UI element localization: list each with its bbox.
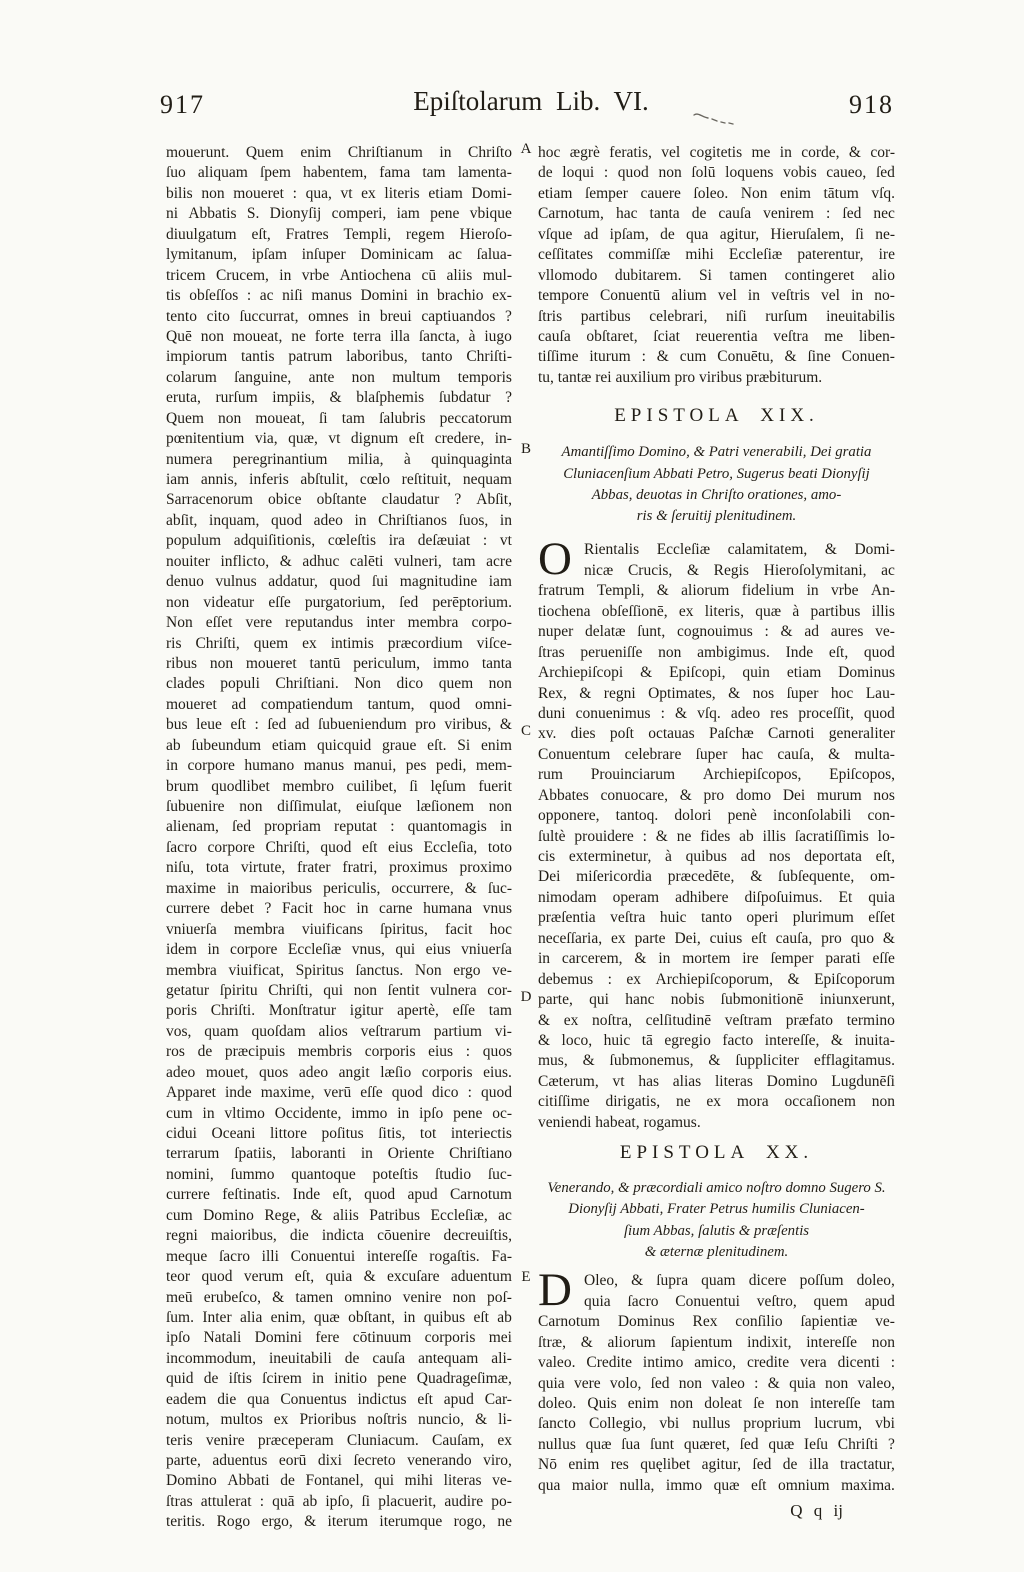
text-line: ſancto Collegio, vbi nullus proprium lucrum, vbi [538,1415,895,1433]
text-line: clades populi Chriſtiani. Non dico quem non [166,675,512,693]
epistola-20-heading: EPISTOLA XX. [619,1142,814,1164]
text-line: cum in vltimo Occidente, immo in ipſo pene oc- [166,1104,512,1122]
text-line: eruta, rurſum impiis, & blaſphemis ſubdatur ? [166,389,512,407]
text-line: in carcerem, & in mortem ire ſemper parati eſſe [538,950,895,968]
text-line: mus, & ſubmonemus, & ſuppliciter efflagitamus. [538,1052,895,1070]
text-line: Non eſſet vere reputandus inter membra corpo- [166,614,512,632]
text-line: Cæterum, vt has alias literas Domino Lugdunēſi [538,1072,895,1090]
text-line: bus leue eſt : ſed ad ſubueniendum pro viribus, & [166,716,512,734]
text-line: eadem die qua Conuentus indictus eſt apud Car- [166,1390,512,1408]
text-line: Dei miſericordia præcedēte, & ſubſequente, om- [538,868,895,886]
text-line: debemus : ex Archiepiſcoporum, & Epiſcoporum [538,970,895,988]
text-line: quia ſacro Conuentui veſtro, quem apud [584,1292,895,1310]
text-line: neceſſaria, ex parte Dei, cuius eſt cauſa, pro quo & [538,929,895,947]
text-line: quid de iſtis ſcirem in initio pene Quadrageſimæ, [166,1370,512,1388]
text-line: xv. dies poſt octauas Paſchæ Carnoti generaliter [538,725,895,743]
left-text-column [166,143,512,1533]
text-line: mouerunt. Quem enim Chriſtianum in Chriſto [166,144,512,161]
page-number-right: 918 [849,90,894,119]
paragraph-block-a [538,143,895,388]
text-line: tento cito ſuccurrat, omnes in breui captiuandos ? [166,307,512,325]
text-line: Abbas, deuotas in Chriſto orationes, amo- [591,486,842,503]
text-line: ſtris partibus celebrari, niſi rurſum ineuitabilis [538,307,895,325]
text-line: Nō enim res quęlibet agitur, ſed de illa tractatur, [538,1456,895,1474]
text-line: parte, qui hanc nobis ſubmonitionē iniunxerunt, [538,991,895,1009]
text-line: iam annis, inferis abſtulit, cœlo reſtituit, nequam [166,471,512,488]
text-line: Abbates conuocare, & pro domo Dei murum nos [538,786,895,804]
text-line: teris venire præceperam Cluniacum. Cauſam, ex [166,1431,512,1449]
text-line: quia vere volo, ſed non valeo : & quia non valeo, [538,1374,895,1392]
text-line: nullus quæ ſua ſunt quæret, ſed quæ Ieſu Chriſti ? [538,1435,895,1453]
text-line: valeo. Credite intimo amico, credite vera dicenti : [538,1354,895,1372]
text-line: nomini, ſummo quantoque poteſtis ſtudio ſuc- [166,1165,512,1183]
text-line: bilis non moueret : qua, vt ex literis etiam Domi- [166,184,512,202]
quire-signature-mark: Q q ij [790,1501,843,1521]
margin-letter-e: E [521,1269,531,1285]
text-line: tis obſeſſos : ac niſi manus Domini in brachio ex- [166,287,512,305]
text-line: ſtras perueniſſe non ambigimus. Inde eſt, quod [538,643,895,661]
margin-letter-d: D [520,989,532,1005]
text-line: Amantiſſimo Domino, & Patri venerabili, Dei gratia [561,444,872,461]
text-line: ſum. Inter alia enim, quæ obſtant, in quibus eſt ab [166,1308,512,1326]
text-line: de loqui : quod non ſolū loquens vobis caueo, ſed [538,164,895,182]
text-line: ſium Abbas, ſalutis & præſentis [623,1222,810,1239]
text-line: rum Prouinciarum Archiepiſcopos, Epiſcopos, [538,766,895,784]
text-line: nimodam operam adhibere diſpoſuimus. Et quia [538,888,895,906]
text-line: tempore Conuentū alium vel in veſtris vel in no- [538,287,895,305]
text-line: & loco, huic tā egregio facto intereſſe, & inuita- [538,1031,895,1049]
text-line: vos, quam quoſdam alios veſtrarum partium vi- [166,1022,512,1040]
text-line: notum, multos ex Prioribus noſtris nuncio, & li- [166,1411,512,1429]
text-line: vſque ad ipſam, de qua agitur, Hieruſalem, ſi ne- [538,225,895,243]
epistola-20-body [538,1264,895,1496]
text-line: ris Chriſti, quem ex intimis præcordium viſce- [166,634,512,652]
text-line: populum adquiſitionis, cœleſtis ira deſæuiat : vt [166,532,512,550]
text-line: tu, tantæ rei auxilium pro viribus præbiturum. [538,368,823,386]
margin-letter-b: B [520,441,531,457]
text-line: vniuerſa membra viuificans ſpiritus, facit hoc [166,920,512,938]
text-line: nouiter inflicto, & adhuc calēti vulneri, tam acre [166,552,512,570]
text-line: moueret ad compatiendum tantum, quod omni- [166,695,512,713]
text-line: Venerando, & præcordiali amico noſtro domno Sugero S. [547,1180,886,1197]
text-line: cis exterminetur, à quibus ad nos deportata eſt, [538,848,895,865]
text-line: cauſa obſtaret, ſciat reuerentia veſtra me liben- [538,327,895,345]
text-line: etiam ſemper cauere ſoleo. Non enim tātum vſq. [538,184,895,202]
text-line: qua maior nulla, immo quæ eſt omnium maxima. [538,1476,895,1494]
text-line: currere debet ? Facit hoc in carne humana vnus [166,900,512,918]
text-line: præſentia veſtra huic tanto operi plurimum eſſet [538,909,895,927]
text-line: numera peregrinantium milia, à quinquaginta [166,450,512,468]
text-line: doleo. Quis enim non doleat ſe non intereſſe tam [538,1394,895,1412]
text-line: maxime in maioribus periculis, occurrere, & ſuc- [166,879,512,897]
text-line: ſacro corpore Chriſti, quod eſt eius Eccleſia, toto [166,838,512,856]
text-line: in corpore humano manus manui, pes pedi, mem- [166,757,512,775]
text-line: getatur ſpiritu Chriſti, qui non ſentit vulnera cor- [166,981,512,999]
text-line: impiorum tantis patrum laboribus, tanto Chriſti- [166,348,512,366]
ink-squiggle-mark [692,110,736,126]
text-line: Apparet inde maxime, verū eſſe quod dico : quod [166,1084,512,1102]
text-line: teor quod verum eſt, quia & excuſare aduentum [166,1268,512,1286]
text-line: cidui Oceani littore poſitus ſitis, tot interiectis [166,1125,512,1142]
text-line: ab ſubeundum etiam quicquid graue eſt. Si enim [166,736,512,754]
text-line: duni conuenimus : & vſq. adeo res proceſſit, quod [538,704,895,722]
epistola-19-dedication [538,442,895,527]
text-line: abſit, inquam, quod adeo in Chriſtianos ſuos, in [166,511,512,529]
epistola-19-heading: EPISTOLA XIX. [614,405,819,427]
text-line: niſu, tota virtute, frater fratri, proximus proximo [166,859,512,877]
text-line: membra viuificat, Spiritus ſanctus. Non ergo ve- [166,961,512,979]
text-line: fratrum Templi, & aliorum fidelium in vrbe An- [538,582,895,600]
epistola-20-body-lines [538,1271,895,1496]
text-line: Carnotum, hac tanta de cauſa venirem : ſed nec [538,205,895,223]
text-line: regni maioribus, die indicta cōuenire decreuiſtis, [166,1227,512,1245]
text-line: tiochena obſeſſionē, ex literis, quæ à partibus illis [538,602,895,620]
text-line: meque ſacro illi Conuentui intereſſe rogaſtis. Fa- [166,1247,512,1265]
epistola-19-body-lines [538,540,895,1133]
text-line: tiſſime iturum : & cum Conuētu, & ſine Conuen- [538,348,895,366]
text-line: hoc ægrè feratis, vel cogitetis me in corde, & cor- [538,144,895,161]
text-line: ſubuenire non diſſimulat, eiuſque læſionem non [166,798,512,815]
text-line: Archiepiſcopi & Epiſcopi, quin etiam Dominus [538,664,895,682]
text-line: veniendi habeat, rogamus. [538,1113,701,1131]
text-line: Dionyſij Abbati, Frater Petrus humilis Cluniacen- [568,1201,865,1218]
margin-letter-a: A [520,141,532,157]
text-line: denuo vulnus addatur, quod ſui magnitudine iam [166,573,512,591]
text-line: parte, aduentus eorū dixi ſecreto venerando viro, [166,1452,512,1469]
text-line: Sarracenorum obice obſtante claudatur ? Abſit, [166,491,512,509]
text-line: incommodum, ineuitabili de cauſa antequam ali- [166,1349,512,1367]
text-line: nuper delatæ ſunt, cognouimus : & ad aures ve- [538,623,895,641]
text-line: lymitanum, ipſam inſuper Dominicam ac ſalua- [166,246,512,264]
text-line: diuulgatum eſt, Fratres Templi, regem Hieroſo- [166,225,512,243]
text-line: pœnitentium via, quæ, vt dignum eſt credere, in- [166,430,512,448]
text-line: non videatur eſſe purgatorium, ſed perēptorium. [166,593,512,611]
drop-cap-o: O [538,533,572,586]
text-line: alienam, ſed propriam reputat : quantomagis in [166,818,512,836]
text-line: idem in corpore Eccleſiæ vnus, qui eius vniuerſa [166,941,512,959]
running-title: Epiſtolarum Lib. VI. [413,86,649,116]
text-line: Quē non moueat, ne forte terra illa ſancta, à iugo [166,327,512,345]
text-line: vllomodo dubitarem. Si tamen contingeret alio [538,266,895,284]
text-line: ſtræ, & aliorum ſapientum indixit, intereſſe non [538,1333,895,1351]
text-line: ipſo Natali Domini fere cōtinuum corporis mei [166,1329,512,1347]
text-line: teritis. Rogo ergo, & iterum iterumque rogo, ne [166,1513,512,1531]
text-line: Quem non moueat, ſi tam ſalubris peccatorum [166,409,512,427]
text-line: cum Domino Rege, & aliis Patribus Eccleſiæ, ac [166,1206,512,1224]
text-line: ni Abbatis S. Dionyſij comperi, iam pene vbique [166,205,512,223]
drop-cap-d: D [538,1264,572,1317]
text-line: Conuentum celebrare ſuper hac cauſa, & multa- [538,745,895,763]
text-line: Rientalis Eccleſiæ calamitatem, & Domi- [584,541,895,559]
text-line: Domino Abbati de Fontanel, qui mihi literas ve- [166,1472,512,1490]
text-line: terrarum ſpatiis, laboranti in Oriente Chriſtiano [166,1145,512,1163]
text-line: ceſſitates commiſſæ mihi Eccleſiæ paterentur, ire [538,246,895,264]
text-line: & ex noſtra, celſitudinē veſtram præfato termino [538,1011,895,1029]
text-line: citiſſime dirigatis, ne ex mora occaſionem non [538,1093,895,1111]
text-line: ros de præcipuis membris corporis eius : quos [166,1043,512,1061]
text-line: meū erubeſco, & tamen omnino venire non poſ- [166,1288,512,1306]
text-line: Cluniacenſium Abbati Petro, Sugerus beati Dionyſij [563,465,870,482]
right-text-column [538,143,895,1523]
text-line: ris & ſeruitij plenitudinem. [636,508,797,525]
text-line: tricem Crucem, in vrbe Antiochena cū aliis mul- [166,266,512,284]
margin-letter-c: C [520,723,531,739]
text-line: ribus non moueret tantū periculum, immo tanta [166,654,512,672]
text-line: Rex, & regni Optimates, & nos ſuper hoc Lau- [538,684,895,702]
text-line: adeo mouet, quos adeo angit læſio corporis eius. [166,1063,512,1081]
text-line: opponere, tantoq. dolori penè inconſolabili con- [538,807,895,825]
text-line: Oleo, & ſupra quam dicere poſſum doleo, [584,1272,895,1290]
text-line: colarum ſanguine, ante non multum temporis [166,368,512,386]
epistola-19-body [538,533,895,1133]
text-line: ſtras attulerat : quā ab ipſo, ſi placuerit, audire po- [166,1492,512,1510]
text-line: brum quodlibet membro cuilibet, ſi lęſum fuerit [166,777,512,795]
epistola-20-dedication [538,1178,895,1263]
text-line: Carnotum Dominus Rex conſilio ſapientiæ ve- [538,1313,895,1331]
text-line: nicæ Crucis, & Regis Hieroſolymitani, ac [584,561,895,579]
page-number-left: 917 [160,90,205,119]
text-line: currere feſtinatis. Inde eſt, quod apud Carnotum [166,1186,512,1204]
text-line: ſultè prouidere : & ne fides ab illis ſacratiſſimis lo- [538,827,895,845]
text-line: ſuo aliquam ſpem habentem, fama tam lamenta- [166,164,512,182]
text-line: poris Chriſti. Monſtratur igitur apertè, eſſe tam [166,1002,512,1020]
text-line: & æternæ plenitudinem. [644,1244,789,1261]
